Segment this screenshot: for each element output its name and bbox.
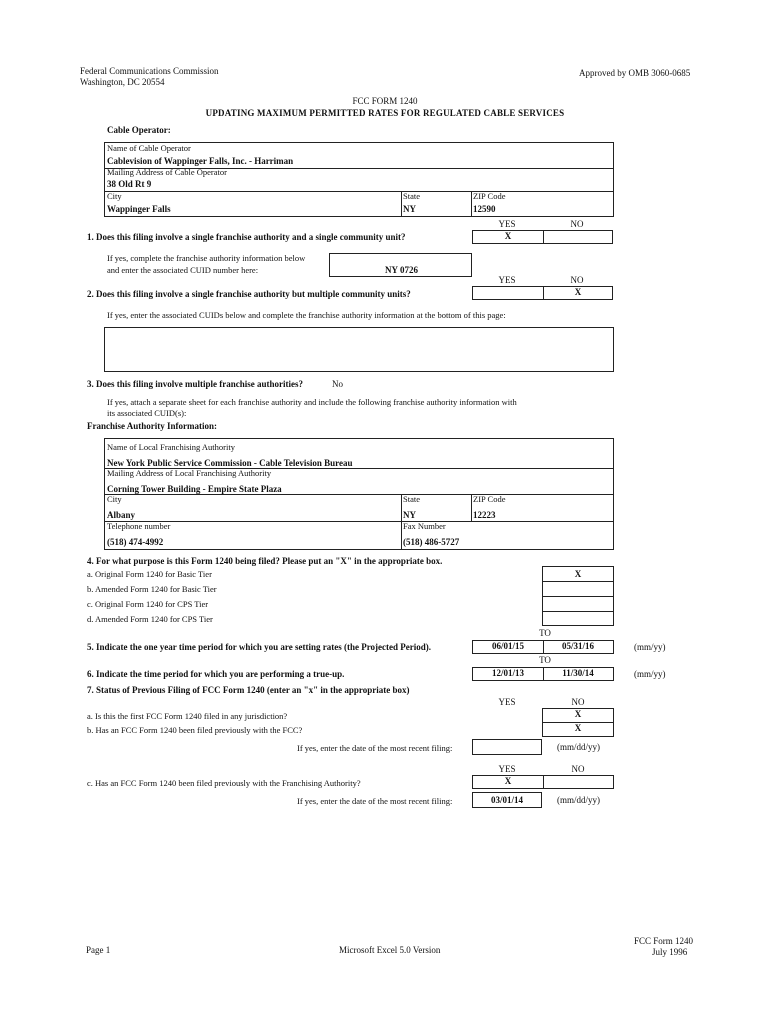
q4-answer-boxes <box>542 566 614 626</box>
q1-cuid-box[interactable] <box>329 253 472 277</box>
franchise-state: NY <box>403 510 416 520</box>
q4-question: 4. For what purpose is this Form 1240 being filed? Please put an "X" in the appropriate box. <box>87 556 443 566</box>
q1-yes-header: YES <box>498 219 516 229</box>
q1-question: 1. Does this filing involve a single franchise authority and a single community unit? <box>87 232 406 242</box>
q5-from[interactable]: 06/01/15 <box>491 641 524 651</box>
agency-name: Federal Communications Commission <box>80 66 219 76</box>
q3-answer: No <box>332 379 343 389</box>
franchise-fax-label: Fax Number <box>403 521 446 531</box>
q5-unit: (mm/yy) <box>634 642 666 652</box>
q7c-question: c. Has an FCC Form 1240 been filed previously with the Franchising Authority? <box>87 778 361 788</box>
q6-to-label: TO <box>539 655 551 665</box>
q7c-date-box[interactable] <box>472 792 542 808</box>
q1-note-2: and enter the associated CUID number here: <box>107 265 259 275</box>
q3-note-2: its associated CUID(s): <box>107 408 187 418</box>
q6-unit: (mm/yy) <box>634 669 666 679</box>
q5-until[interactable]: 05/31/16 <box>561 641 594 651</box>
q6-question: 6. Indicate the time period for which you are performing a true-up. <box>87 669 345 679</box>
q4-option-c: c. Original Form 1240 for CPS Tier <box>87 599 209 609</box>
q7b-date-unit: (mm/dd/yy) <box>557 742 600 752</box>
q7c-date: 03/01/14 <box>490 795 523 805</box>
q2-question: 2. Does this filing involve a single franchise authority but multiple community units? <box>87 289 411 299</box>
form-title: FCC FORM 1240 <box>352 96 418 106</box>
q4-option-d: d. Amended Form 1240 for CPS Tier <box>87 614 213 624</box>
q7b-date-prompt: If yes, enter the date of the most recent filing: <box>297 743 453 753</box>
form-subtitle: UPDATING MAXIMUM PERMITTED RATES FOR REGULATED CABLE SERVICES <box>205 108 565 118</box>
q1-no-header: NO <box>570 219 584 229</box>
q1-answer-box <box>472 230 613 244</box>
q4-option-a: a. Original Form 1240 for Basic Tier <box>87 569 212 579</box>
q7-question: 7. Status of Previous Filing of FCC Form 1240 (enter an "x" in the appropriate box) <box>87 685 410 695</box>
operator-zip: 12590 <box>473 204 496 214</box>
q7-no-header: NO <box>571 697 585 707</box>
franchise-zip: 12223 <box>473 510 496 520</box>
q7b-date-box[interactable] <box>472 739 542 755</box>
q1-note-1: If yes, complete the franchise authority information below <box>107 253 306 263</box>
operator-name: Cablevision of Wappinger Falls, Inc. - Harriman <box>107 156 294 166</box>
franchise-city: Albany <box>107 510 136 520</box>
franchise-name: New York Public Service Commission - Cable Television Bureau <box>107 458 353 468</box>
q5-period-box <box>472 640 614 654</box>
q3-note-1: If yes, attach a separate sheet for each franchise authority and include the following franchise authority information with <box>107 397 517 407</box>
q7c-no-header: NO <box>571 764 585 774</box>
page-number: Page 1 <box>86 945 111 955</box>
q7b-question: b. Has an FCC Form 1240 been filed previously with the FCC? <box>87 725 303 735</box>
q4-option-b: b. Amended Form 1240 for Basic Tier <box>87 584 217 594</box>
q7ab-no-boxes <box>542 708 614 737</box>
q1-cuid: NY 0726 <box>385 265 418 275</box>
footer-form-ref: FCC Form 1240 <box>634 936 694 946</box>
software-version: Microsoft Excel 5.0 Version <box>339 945 441 955</box>
q7c-date-unit: (mm/dd/yy) <box>557 795 600 805</box>
q2-yes-header: YES <box>498 275 516 285</box>
q7c-yes-mark[interactable]: X <box>504 776 512 786</box>
q7c-answer-box <box>472 775 614 789</box>
q4-mark-a[interactable]: X <box>574 569 582 579</box>
omb-approval: Approved by OMB 3060-0685 <box>579 68 691 78</box>
operator-city-label: City <box>107 191 122 201</box>
q7b-no-mark[interactable]: X <box>574 723 582 733</box>
q2-answer-box <box>472 286 613 300</box>
q7a-no-mark[interactable]: X <box>574 709 582 719</box>
footer-date: July 1996 <box>652 947 688 957</box>
q2-no-header: NO <box>570 275 584 285</box>
operator-state: NY <box>403 204 416 214</box>
q7-yes-header: YES <box>498 697 516 707</box>
q6-period-box <box>472 667 614 681</box>
q2-no-mark[interactable]: X <box>574 287 582 297</box>
q7c-date-prompt: If yes, enter the date of the most recent filing: <box>297 796 453 806</box>
q6-until[interactable]: 11/30/14 <box>562 668 594 678</box>
operator-city: Wappinger Falls <box>107 204 171 214</box>
operator-section-label: Cable Operator: <box>107 125 171 135</box>
q5-to-label: TO <box>539 628 551 638</box>
operator-table <box>104 142 614 217</box>
q1-yes-mark[interactable]: X <box>504 231 512 241</box>
q3-question: 3. Does this filing involve multiple franchise authorities? <box>87 379 303 389</box>
franchise-section-label: Franchise Authority Information: <box>87 421 217 431</box>
franchise-phone-label: Telephone number <box>107 521 171 531</box>
franchise-zip-label: ZIP Code <box>473 494 506 504</box>
q6-from[interactable]: 12/01/13 <box>491 668 524 678</box>
franchise-fax: (518) 486-5727 <box>403 537 460 547</box>
q7a-question: a. Is this the first FCC Form 1240 filed in any jurisdiction? <box>87 711 288 721</box>
franchise-table <box>104 438 614 550</box>
q7c-yes-header: YES <box>498 764 516 774</box>
q5-question: 5. Indicate the one year time period for which you are setting rates (the Projected Period). <box>87 642 432 652</box>
operator-address-label: Mailing Address of Cable Operator <box>107 167 227 177</box>
operator-name-label: Name of Cable Operator <box>107 143 191 153</box>
franchise-name-label: Name of Local Franchising Authority <box>107 442 235 452</box>
q2-cuid-list-box[interactable] <box>104 327 614 372</box>
franchise-address: Corning Tower Building - Empire State Plaza <box>107 484 282 494</box>
operator-state-label: State <box>403 191 420 201</box>
q2-note: If yes, enter the associated CUIDs below and complete the franchise authority information at the bottom of this page: <box>107 310 506 320</box>
franchise-state-label: State <box>403 494 420 504</box>
franchise-city-label: City <box>107 494 122 504</box>
franchise-phone: (518) 474-4992 <box>107 537 164 547</box>
franchise-address-label: Mailing Address of Local Franchising Authority <box>107 468 272 478</box>
agency-address: Washington, DC 20554 <box>80 77 165 87</box>
operator-zip-label: ZIP Code <box>473 191 506 201</box>
operator-address: 38 Old Rt 9 <box>107 179 152 189</box>
